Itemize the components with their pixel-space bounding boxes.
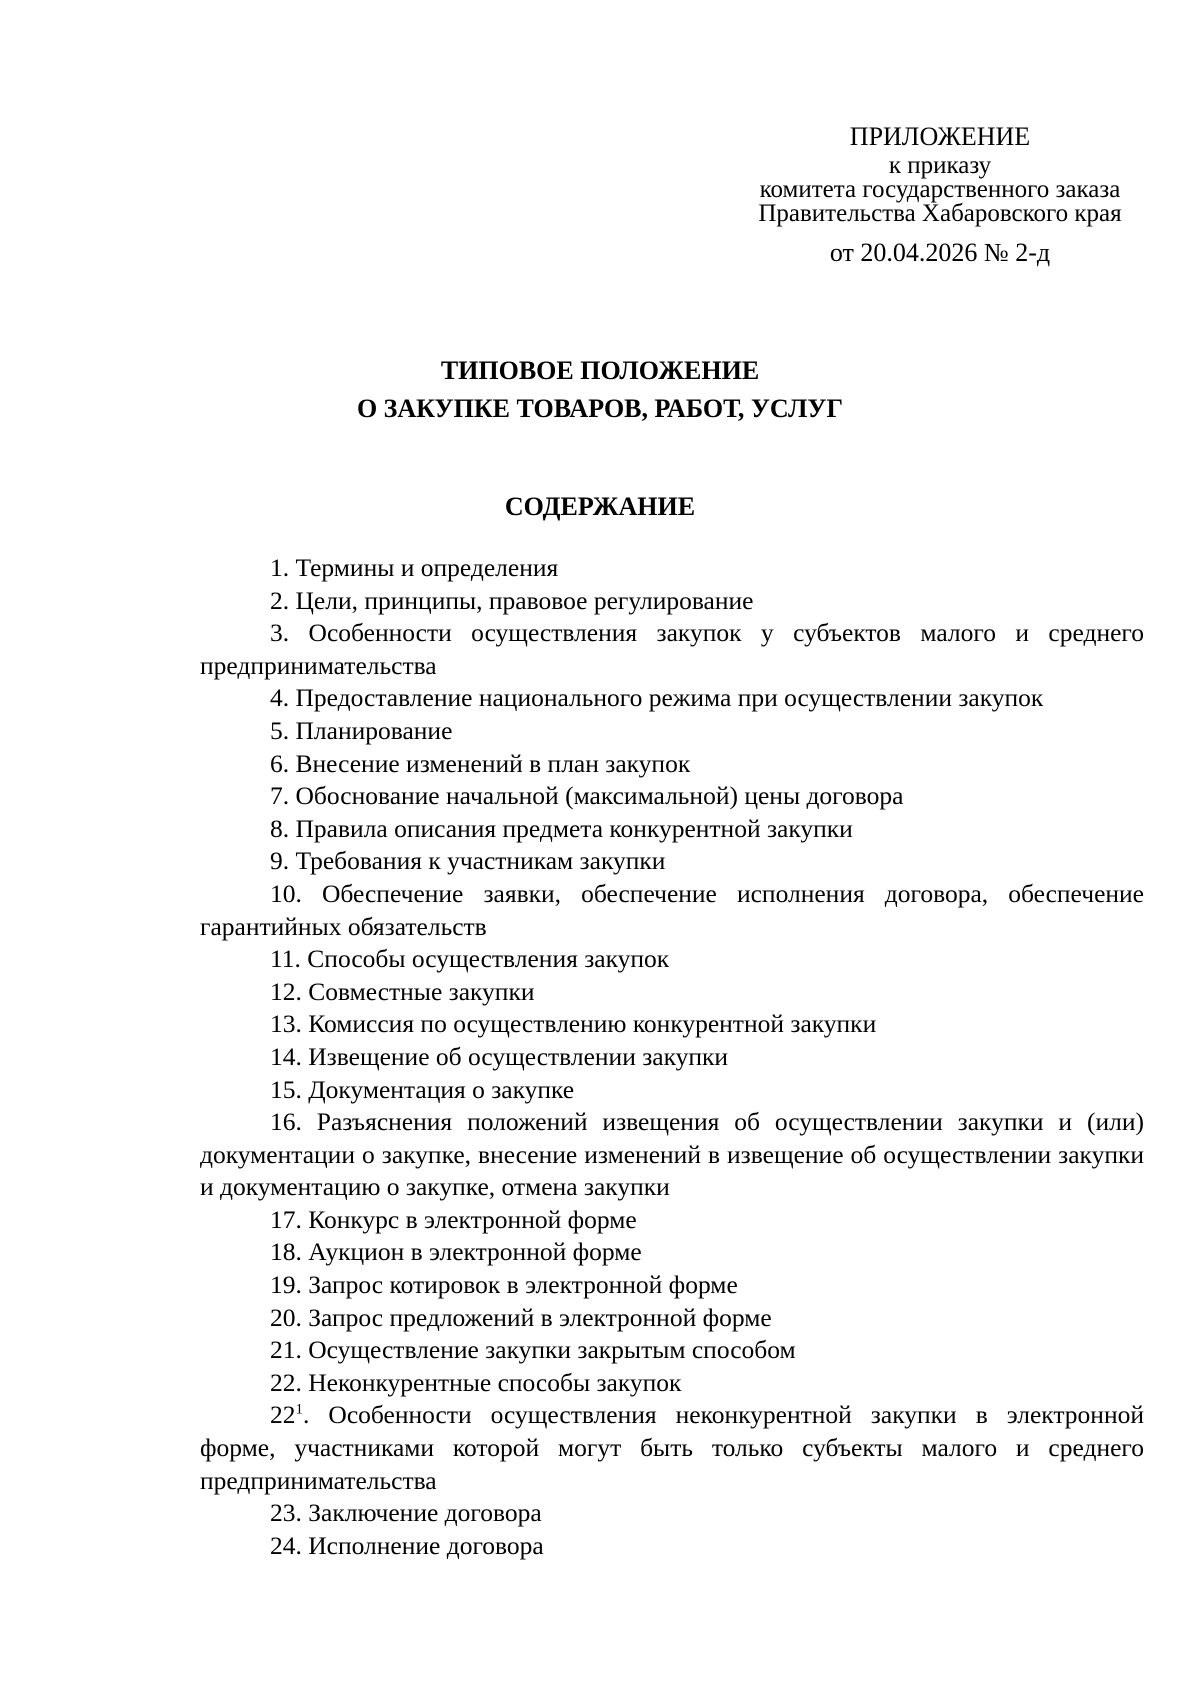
toc-item: 15. Документация о закупке: [270, 1074, 575, 1104]
toc-item: 13. Комиссия по осуществлению конкурентной закупки: [270, 1009, 877, 1039]
toc-item: 16. Разъяснения положений извещения об осуществлении закупки и (или) документации о закупке, внесение изменений в извещение об осуществлении закупки и документацию о закупке, отмена закупки: [200, 1107, 1144, 1202]
toc-item: 21. Осуществление закупки закрытым способом: [270, 1335, 796, 1365]
appendix-committee-line: комитета государственного заказа: [759, 176, 1121, 203]
toc-item: 7. Обоснование начальной (максимальной) цены договора: [270, 781, 904, 811]
toc-item: 2. Цели, принципы, правовое регулирование: [270, 585, 754, 615]
toc-item: 24. Исполнение договора: [270, 1530, 544, 1560]
toc-item: 1. Термины и определения: [270, 553, 559, 582]
toc-item: 11. Способы осуществления закупок: [270, 944, 670, 974]
appendix-date: от 20.04.2026 № 2-д: [829, 238, 1051, 267]
appendix-header: [730, 120, 1150, 268]
appendix-title: ПРИЛОЖЕНИЕ: [849, 122, 1031, 151]
contents-heading: СОДЕРЖАНИЕ: [504, 492, 696, 521]
toc-item: 4. Предоставление национального режима при осуществлении закупок: [270, 683, 1044, 713]
toc-item: 5. Планирование: [270, 715, 453, 745]
appendix-government-line: Правительства Хабаровского края: [758, 200, 1122, 227]
toc-item: 3. Особенности осуществления закупок у субъектов малого и среднего предпринимательства: [200, 618, 1144, 680]
toc-item: 20. Запрос предложений в электронной форме: [270, 1302, 772, 1332]
document-title-line-2: О ЗАКУПКЕ ТОВАРОВ, РАБОТ, УСЛУГ: [356, 394, 844, 423]
toc-item: 23. Заключение договора: [270, 1498, 542, 1528]
toc-item-22-1-number: 22: [270, 1400, 296, 1430]
toc-item: 12. Совместные закупки: [270, 976, 535, 1006]
toc-item-22-1-text: . Особенности осуществления неконкурентной закупки в электронной форме, участниками которой могут быть только субъекты малого и среднего предпринимательства: [200, 1400, 1144, 1495]
toc-item: 17. Конкурс в электронной форме: [270, 1204, 637, 1234]
toc-item: 22. Неконкурентные способы закупок: [270, 1367, 682, 1397]
toc-item: 6. Внесение изменений в план закупок: [270, 748, 691, 778]
toc-item: 19. Запрос котировок в электронной форме: [270, 1270, 738, 1300]
table-of-contents: [200, 552, 1144, 1562]
document-title-line-1: ТИПОВОЕ ПОЛОЖЕНИЕ: [440, 356, 760, 385]
toc-item-22-1: [200, 1399, 1144, 1497]
appendix-order-line: к приказу: [888, 152, 992, 179]
toc-item: 18. Аукцион в электронной форме: [270, 1237, 642, 1267]
toc-item-22-1-superscript: 1: [295, 1401, 303, 1418]
toc-item: 9. Требования к участникам закупки: [270, 846, 666, 876]
toc-item: 8. Правила описания предмета конкурентной закупки: [270, 813, 853, 843]
toc-item: 14. Извещение об осуществлении закупки: [270, 1041, 729, 1071]
toc-item: 10. Обеспечение заявки, обеспечение исполнения договора, обеспечение гарантийных обязательств: [200, 878, 1144, 941]
